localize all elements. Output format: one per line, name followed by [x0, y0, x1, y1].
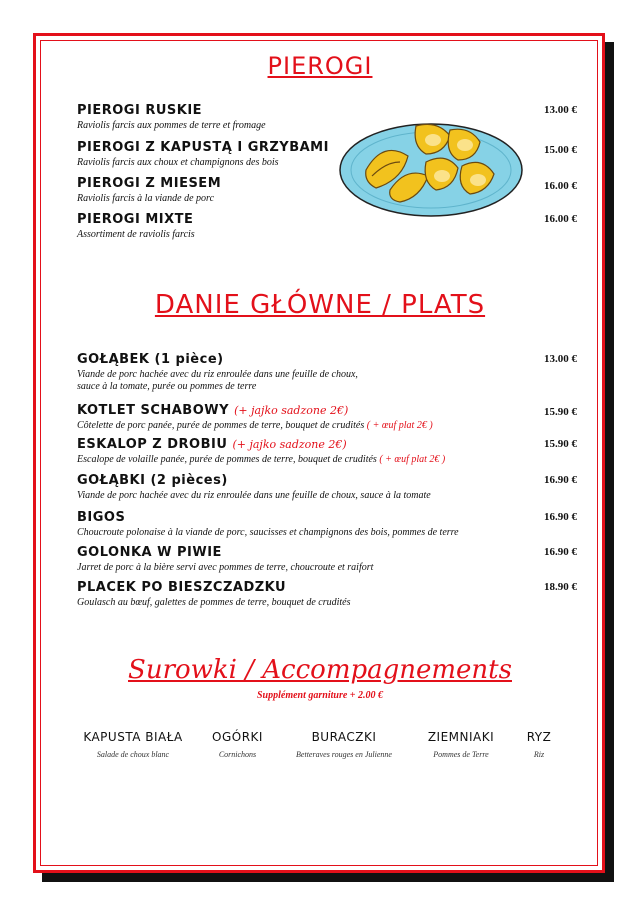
side-item — [284, 730, 404, 759]
menu-item — [77, 473, 577, 502]
item-price: 15.90 € — [544, 438, 577, 450]
item-name-text: ESKALOP Z DROBIU — [77, 437, 228, 452]
item-extra: (+ jajko sadzone 2€) — [234, 404, 349, 417]
item-price: 13.00 € — [544, 353, 577, 365]
item-desc: Viande de porc hachée avec du riz enroulée dans une feuille de choux, — [77, 369, 358, 380]
menu-item — [77, 437, 577, 466]
menu-item — [77, 352, 577, 393]
item-desc — [77, 420, 577, 432]
item-desc-extra: ( + œuf plat 2€ ) — [379, 454, 446, 465]
supplement-note: Supplément garniture + 2.00 € — [257, 690, 383, 701]
side-name: KAPUSTA BIAŁA — [83, 730, 183, 744]
item-name — [77, 437, 577, 452]
item-desc-extra: ( + œuf plat 2€ ) — [366, 420, 433, 431]
item-desc: Jarret de porc à la bière servi avec pommes de terre, choucroute et raifort — [77, 562, 374, 573]
item-desc: Raviolis farcis à la viande de porc — [77, 193, 215, 204]
side-desc: Salade de choux blanc — [96, 750, 170, 759]
section-title-mains: DANIE GŁÓWNE / PLATS — [154, 290, 486, 320]
side-name: ZIEMNIAKI — [427, 730, 495, 744]
item-price: 16.90 € — [544, 474, 577, 486]
item-desc: Goulasch au bœuf, galettes de pommes de terre, bouquet de crudités — [77, 597, 351, 608]
item-desc-text: Escalope de volaille panée, purée de pommes de terre, bouquet de crudités — [77, 454, 377, 465]
item-desc: Raviolis farcis aux choux et champignons des bois — [77, 157, 279, 168]
item-desc: Assortiment de raviolis farcis — [77, 229, 195, 240]
item-name: PIEROGI MIXTE — [77, 212, 194, 227]
item-price: 16.90 € — [544, 511, 577, 523]
section-title-sides: Surowki / Accompagnements — [128, 655, 512, 685]
section-title-pierogi: PIEROGI — [267, 52, 373, 80]
item-price: 15.90 € — [544, 406, 577, 418]
menu-item — [77, 510, 577, 539]
item-desc: Choucroute polonaise à la viande de porc, saucisses et champignons des bois, pommes de terre — [77, 527, 459, 538]
item-name: GOŁĄBKI (2 pièces) — [77, 473, 228, 488]
item-price: 18.90 € — [544, 581, 577, 593]
item-price: 15.00 € — [544, 144, 577, 156]
side-desc: Riz — [533, 750, 545, 759]
item-extra: (+ jajko sadzone 2€) — [232, 438, 347, 451]
item-name — [77, 403, 577, 418]
item-price: 16.00 € — [544, 213, 577, 225]
side-desc: Betteraves rouges en Julienne — [296, 750, 392, 759]
menu-item — [77, 403, 577, 432]
side-desc: Cornichons — [218, 750, 257, 759]
item-desc — [77, 454, 577, 466]
item-desc: Viande de porc hachée avec du riz enroulée dans une feuille de choux, sauce à la tomate — [77, 490, 431, 501]
item-name: PIEROGI RUSKIE — [77, 103, 203, 118]
menu-item — [77, 545, 577, 574]
item-price: 13.00 € — [544, 104, 577, 116]
side-item — [416, 730, 506, 759]
side-item — [200, 730, 275, 759]
side-item — [518, 730, 560, 759]
item-name: PLACEK PO BIESZCZADZKU — [77, 580, 287, 595]
item-name: BIGOS — [77, 510, 126, 525]
item-name: PIEROGI Z KAPUSTĄ I GRZYBAMI — [77, 140, 329, 155]
pierogi-plate-illustration — [338, 118, 524, 218]
side-name: OGÓRKI — [212, 730, 263, 744]
item-name: GOLONKA W PIWIE — [77, 545, 222, 560]
side-name: RYZ — [526, 730, 552, 744]
item-desc-text: Côtelette de porc panée, purée de pommes de terre, bouquet de crudités — [77, 420, 365, 431]
item-price: 16.90 € — [544, 546, 577, 558]
side-desc: Pommes de Terre — [433, 750, 489, 759]
item-price: 16.00 € — [544, 180, 577, 192]
menu-item — [77, 580, 577, 609]
item-desc-line2: sauce à la tomate, purée ou pommes de terre — [77, 381, 257, 392]
item-name: PIEROGI Z MIESEM — [77, 176, 222, 191]
item-desc: Raviolis farcis aux pommes de terre et fromage — [77, 120, 266, 131]
item-name-text: KOTLET SCHABOWY — [77, 403, 230, 418]
side-name: BURACZKI — [311, 730, 377, 744]
side-item — [78, 730, 188, 759]
item-name: GOŁĄBEK (1 pièce) — [77, 352, 224, 367]
